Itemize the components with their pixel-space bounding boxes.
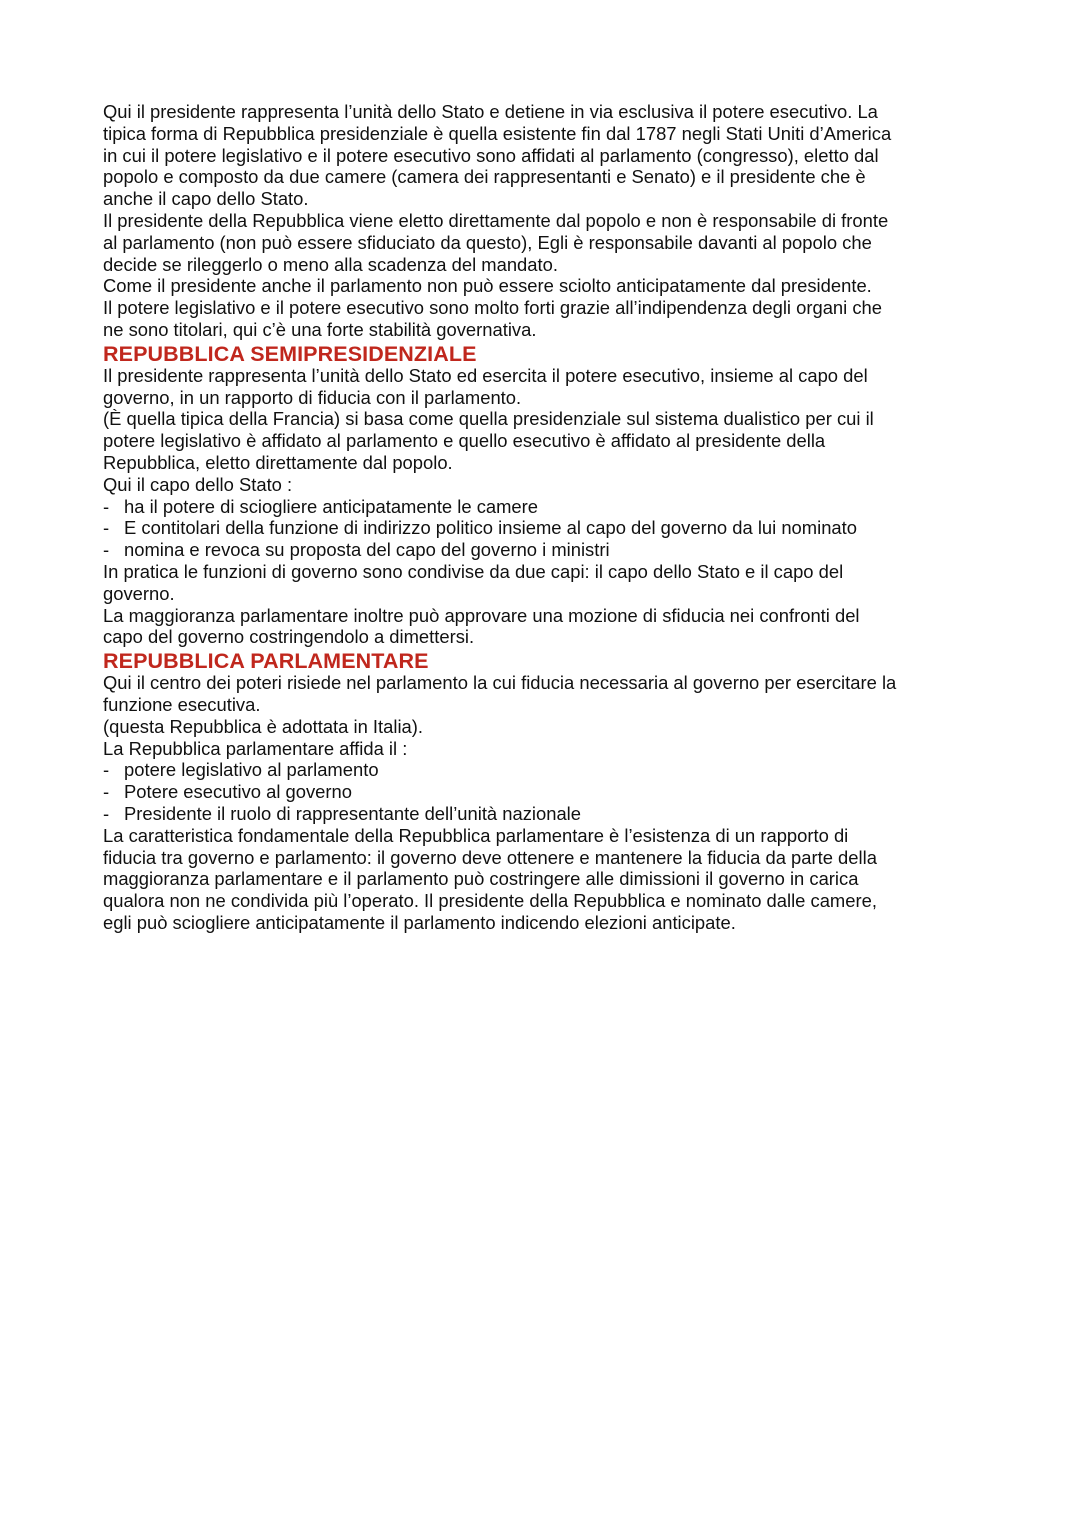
section-heading: REPUBBLICA PARLAMENTARE [103,649,429,674]
paragraph-line: Il potere legislativo e il potere esecutivo sono molto forti grazie all’indipendenza degli organi che [103,297,882,319]
paragraph-line: qualora non ne condivida più l’operato. Il presidente della Repubblica e nominato dalle camere, [103,890,877,912]
paragraph-line: al parlamento (non può essere sfiduciato da questo), Egli è responsabile davanti al popolo che [103,231,872,253]
list-item-text: Potere esecutivo al governo [124,781,352,803]
section-presidenziale [103,101,983,341]
paragraph-line: Qui il centro dei poteri risiede nel parlamento la cui fiducia necessaria al governo per esercitare la [103,672,897,694]
document-page [103,101,983,934]
list-item [103,496,983,518]
bullet-marker: - [103,539,110,561]
paragraph-line: tipica forma di Repubblica presidenziale è quella esistente fin dal 1787 negli Stati Uniti d’America [103,122,892,144]
bullet-marker: - [103,759,110,781]
paragraph-line: decide se rileggerlo o meno alla scadenza del mandato. [103,253,558,275]
list-item [103,517,983,539]
list-item-text: potere legislativo al parlamento [124,759,379,781]
paragraph-line: popolo e composto da due camere (camera dei rappresentanti e Senato) e il presidente che è [103,166,866,188]
bullet-marker: - [103,517,110,539]
paragraph-line: (È quella tipica della Francia) si basa come quella presidenziale sul sistema dualistico per cui il [103,408,874,430]
list-item-text: nomina e revoca su proposta del capo del governo i ministri [124,539,610,561]
paragraph-line: Il presidente rappresenta l’unità dello Stato ed esercita il potere esecutivo, insieme al capo del [103,364,868,386]
paragraph-line: Qui il capo dello Stato : [103,473,293,495]
paragraph-line: La caratteristica fondamentale della Repubblica parlamentare è l’esistenza di un rapporto di [103,824,849,846]
paragraph-line: ne sono titolari, qui c’è una forte stabilità governativa. [103,318,537,340]
bullet-marker: - [103,802,110,824]
paragraph-line: La Repubblica parlamentare affida il : [103,737,408,759]
paragraph-line: Come il presidente anche il parlamento non può essere sciolto anticipatamente dal presidente. [103,275,872,297]
list-item-text: Presidente il ruolo di rappresentante dell’unità nazionale [124,802,582,824]
paragraph-line: potere legislativo è affidato al parlamento e quello esecutivo è affidato al presidente della [103,430,826,452]
list-item-text: E contitolari della funzione di indirizzo politico insieme al capo del governo da lui nominato [124,517,857,539]
paragraph-line: funzione esecutiva. [103,693,261,715]
list-item-text: ha il potere di sciogliere anticipatamente le camere [124,495,539,517]
section-semipresidenziale [103,342,983,648]
list-item [103,539,983,561]
bullet-marker: - [103,781,110,803]
paragraph-line: La maggioranza parlamentare inoltre può approvare una mozione di sfiducia nei confronti del [103,604,860,626]
paragraph-line: Il presidente della Repubblica viene eletto direttamente dal popolo e non è responsabile di fronte [103,209,889,231]
paragraph-line: anche il capo dello Stato. [103,188,309,210]
paragraph-line: In pratica le funzioni di governo sono condivise da due capi: il capo dello Stato e il capo del [103,560,844,582]
paragraph-line: fiducia tra governo e parlamento: il governo deve ottenere e mantenere la fiducia da parte della [103,846,877,868]
paragraph-line: capo del governo costringendolo a dimettersi. [103,626,475,648]
section-parlamentare [103,649,983,934]
paragraph-line: maggioranza parlamentare e il parlamento può costringere alle dimissioni il governo in carica [103,868,859,890]
paragraph-line: governo, in un rapporto di fiducia con il parlamento. [103,386,522,408]
section-heading: REPUBBLICA SEMIPRESIDENZIALE [103,341,477,366]
bullet-marker: - [103,495,110,517]
paragraph-line: Qui il presidente rappresenta l’unità dello Stato e detiene in via esclusiva il potere esecutivo. La [103,101,878,122]
paragraph-line: in cui il potere legislativo e il potere esecutivo sono affidati al parlamento (congresso), eletto dal [103,144,879,166]
paragraph-line: governo. [103,582,175,604]
paragraph-line: Repubblica, eletto direttamente dal popolo. [103,451,453,473]
paragraph-line: egli può sciogliere anticipatamente il parlamento indicendo elezioni anticipate. [103,911,736,933]
paragraph-line: (questa Repubblica è adottata in Italia). [103,715,423,737]
list-item [103,781,983,803]
list-item [103,759,983,781]
list-item [103,803,983,825]
